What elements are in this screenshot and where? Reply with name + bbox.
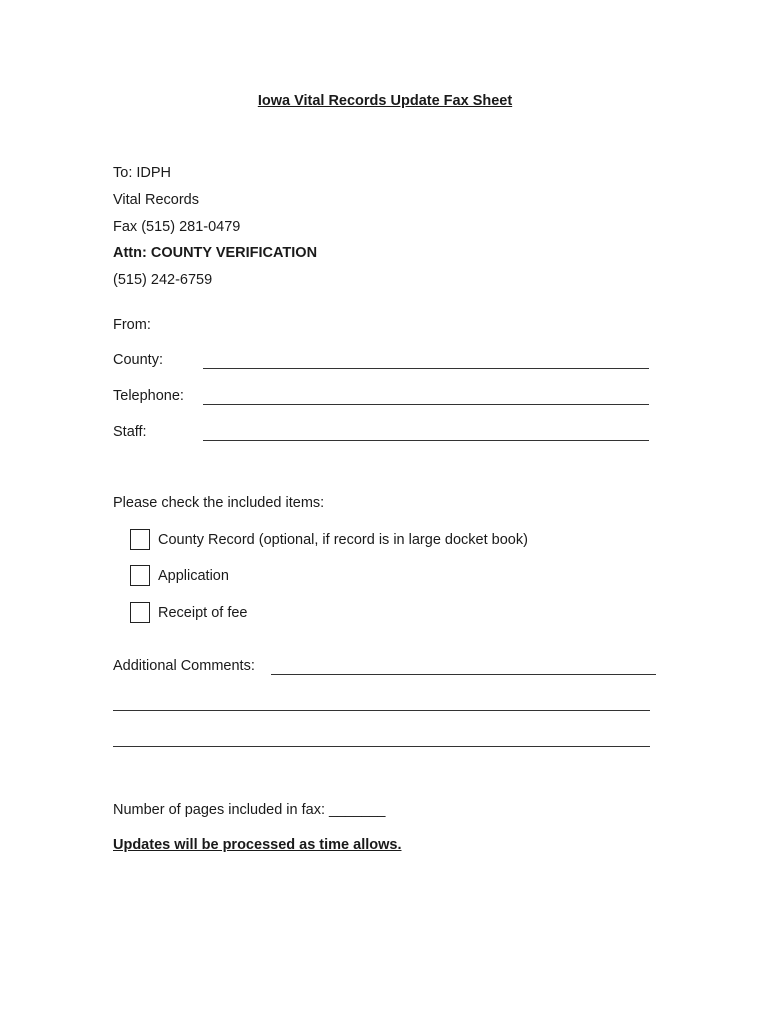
to-fax-number: Fax (515) 281-0479 [113, 219, 241, 235]
from-label: From: [113, 317, 151, 333]
staff-label: Staff: [113, 424, 147, 440]
processing-note: Updates will be processed as time allows. [113, 837, 402, 853]
document-title: Iowa Vital Records Update Fax Sheet [257, 93, 513, 109]
comments-field-line-2[interactable] [113, 710, 650, 711]
staff-field[interactable] [203, 440, 649, 441]
checklist-item-label: Receipt of fee [158, 605, 248, 621]
checkbox-receipt-of-fee[interactable] [130, 602, 150, 623]
pages-count-label: Number of pages included in fax: _______ [113, 802, 386, 818]
checklist-item-label: Application [158, 568, 229, 584]
comments-field-line-3[interactable] [113, 746, 650, 747]
to-recipient: To: IDPH [113, 165, 172, 181]
to-department: Vital Records [113, 192, 199, 208]
checkbox-county-record[interactable] [130, 529, 150, 550]
checklist-prompt: Please check the included items: [113, 495, 325, 511]
comments-label: Additional Comments: [113, 658, 255, 674]
checklist-item-label: County Record (optional, if record is in large docket book) [158, 532, 528, 548]
comments-field-line-1[interactable] [271, 674, 656, 675]
attention-line: Attn: COUNTY VERIFICATION [113, 245, 318, 261]
telephone-label: Telephone: [113, 388, 184, 404]
to-phone-number: (515) 242-6759 [113, 272, 213, 288]
checkbox-application[interactable] [130, 565, 150, 586]
county-field[interactable] [203, 368, 649, 369]
county-label: County: [113, 352, 163, 368]
telephone-field[interactable] [203, 404, 649, 405]
